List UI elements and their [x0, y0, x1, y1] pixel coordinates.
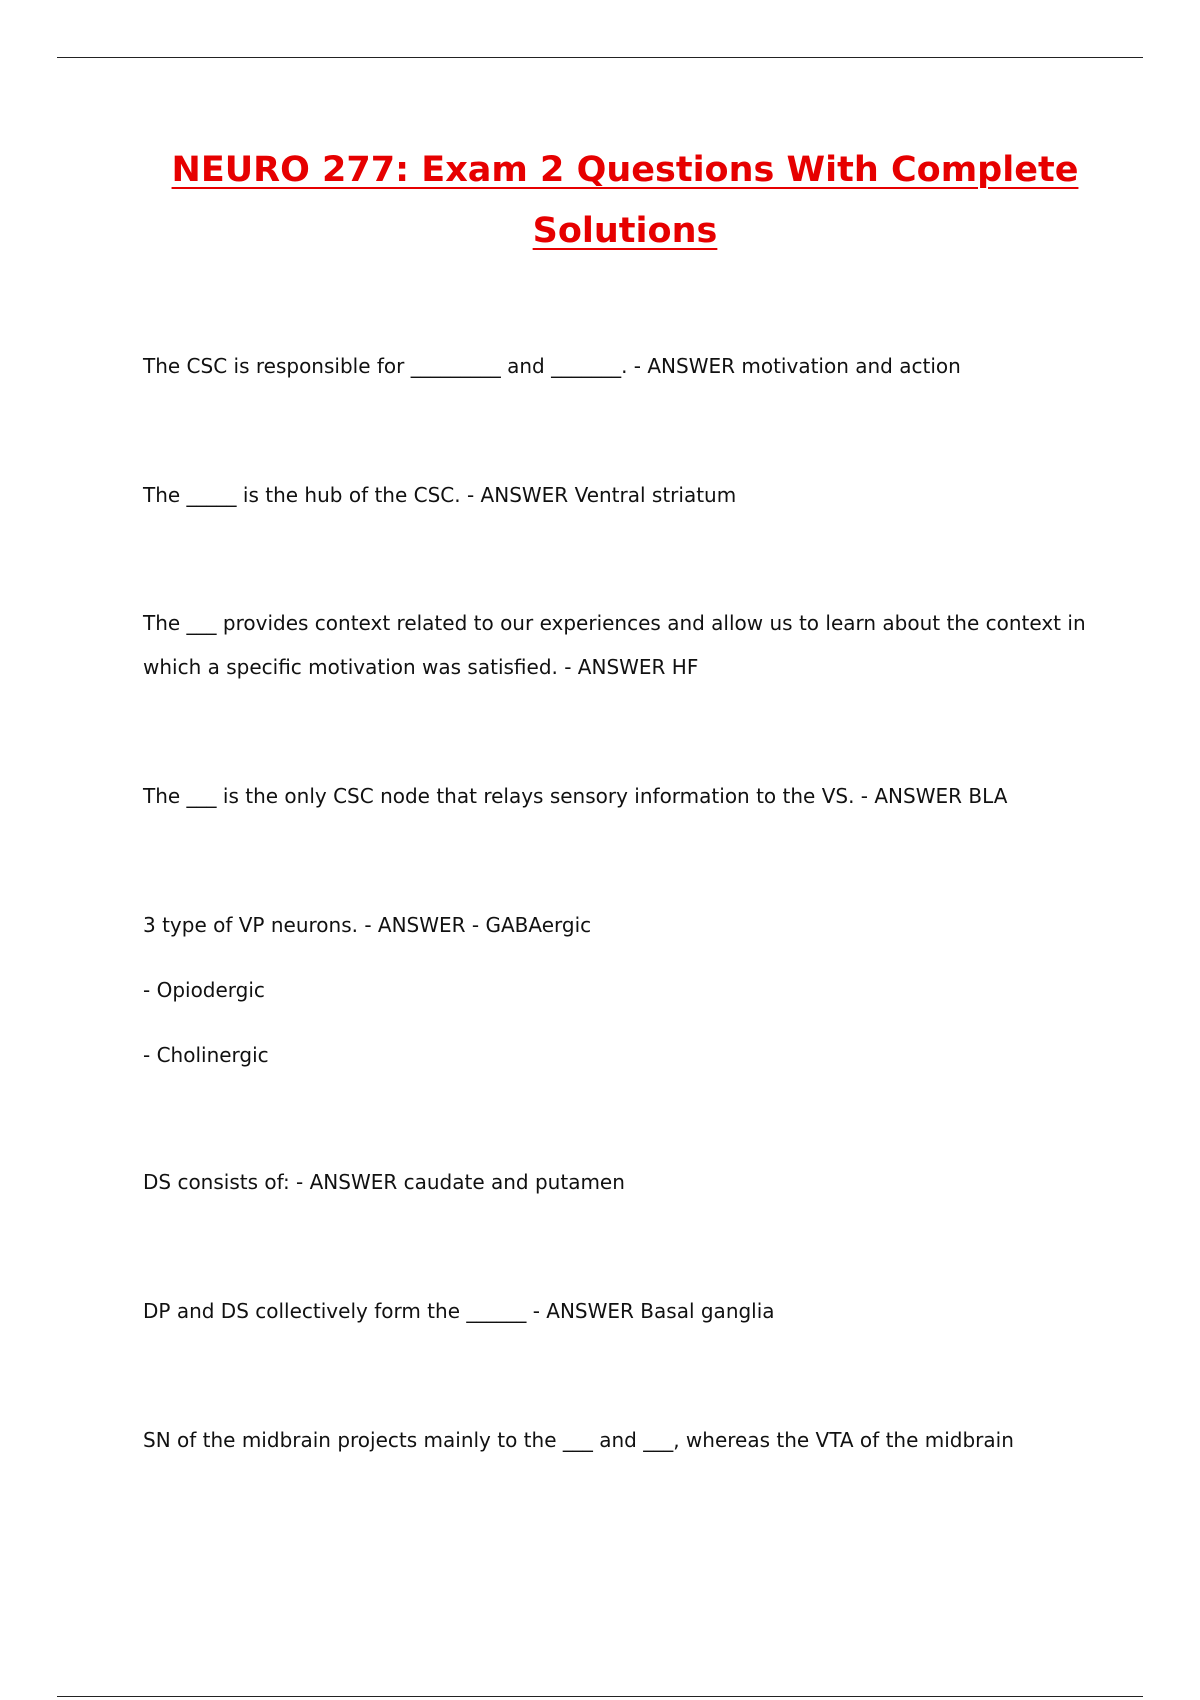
title-line-2: Solutions — [532, 211, 718, 251]
qa-entry-5-item-3: - Cholinergic — [143, 1043, 269, 1067]
qa-entry-3: The ___ provides context related to our experiences and allow us to learn about the context in which a specific motivation was satisfied. - ANSWER HF — [143, 611, 1092, 679]
qa-entry-2: The _____ is the hub of the CSC. - ANSWER Ventral striatum — [143, 483, 737, 507]
qa-entry-4: The ___ is the only CSC node that relays sensory information to the VS. - ANSWER BLA — [143, 784, 1008, 808]
qa-entry-7: DP and DS collectively form the ______ - ANSWER Basal ganglia — [143, 1299, 775, 1323]
qa-entry-1: The CSC is responsible for _________ and _______. - ANSWER motivation and action — [143, 354, 961, 378]
qa-entry-8: SN of the midbrain projects mainly to the ___ and ___, whereas the VTA of the midbrain — [143, 1428, 1014, 1452]
top-rule — [57, 57, 1143, 58]
document-title — [100, 140, 1150, 262]
title-line-1: NEURO 277: Exam 2 Questions With Complete — [171, 150, 1079, 190]
qa-entry-6: DS consists of: - ANSWER caudate and putamen — [143, 1170, 625, 1194]
qa-entry-5: 3 type of VP neurons. - ANSWER - GABAergic — [143, 913, 592, 937]
qa-entry-5-item-2: - Opiodergic — [143, 978, 265, 1002]
bottom-rule — [57, 1696, 1143, 1697]
